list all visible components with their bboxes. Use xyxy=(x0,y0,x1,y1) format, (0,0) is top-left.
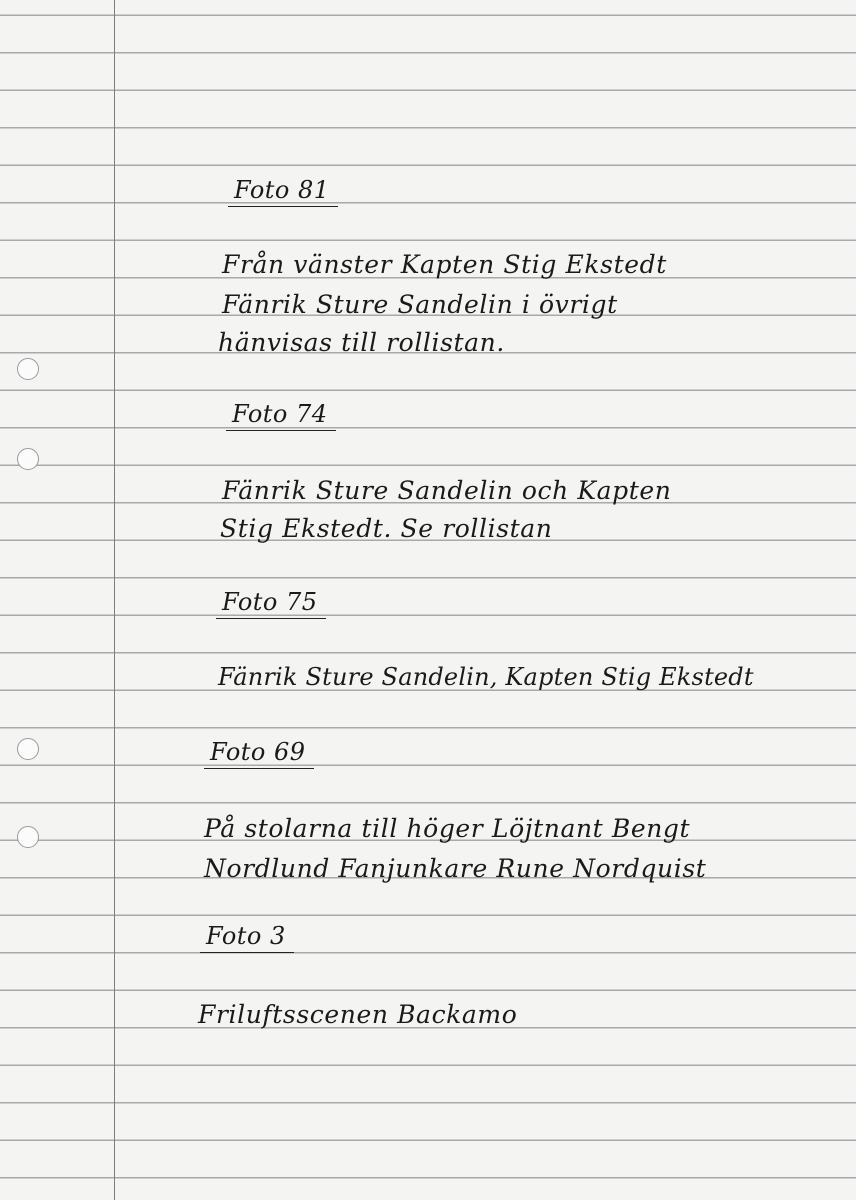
section-text-line: På stolarna till höger Löjtnant Bengt xyxy=(204,814,691,843)
section-text-line: Friluftsscenen Backamo xyxy=(198,1000,518,1029)
section-heading: Foto 81 xyxy=(228,176,338,207)
section-heading: Foto 75 xyxy=(216,588,326,619)
section-text-line: Nordlund Fanjunkare Rune Nordquist xyxy=(204,854,707,883)
section-text-line: Fänrik Sture Sandelin, Kapten Stig Ekstedt xyxy=(218,663,754,691)
section-heading: Foto 3 xyxy=(200,922,294,953)
section-text-line: Stig Ekstedt. Se rollistan xyxy=(220,514,553,543)
section-heading: Foto 74 xyxy=(226,400,336,431)
section-text-line: Från vänster Kapten Stig Ekstedt xyxy=(222,250,667,279)
section-heading: Foto 69 xyxy=(204,738,314,769)
section-text-line: Fänrik Sture Sandelin i övrigt xyxy=(222,290,618,319)
section-text-line: Fänrik Sture Sandelin och Kapten xyxy=(222,476,672,505)
section-text-line: hänvisas till rollistan. xyxy=(218,328,505,357)
